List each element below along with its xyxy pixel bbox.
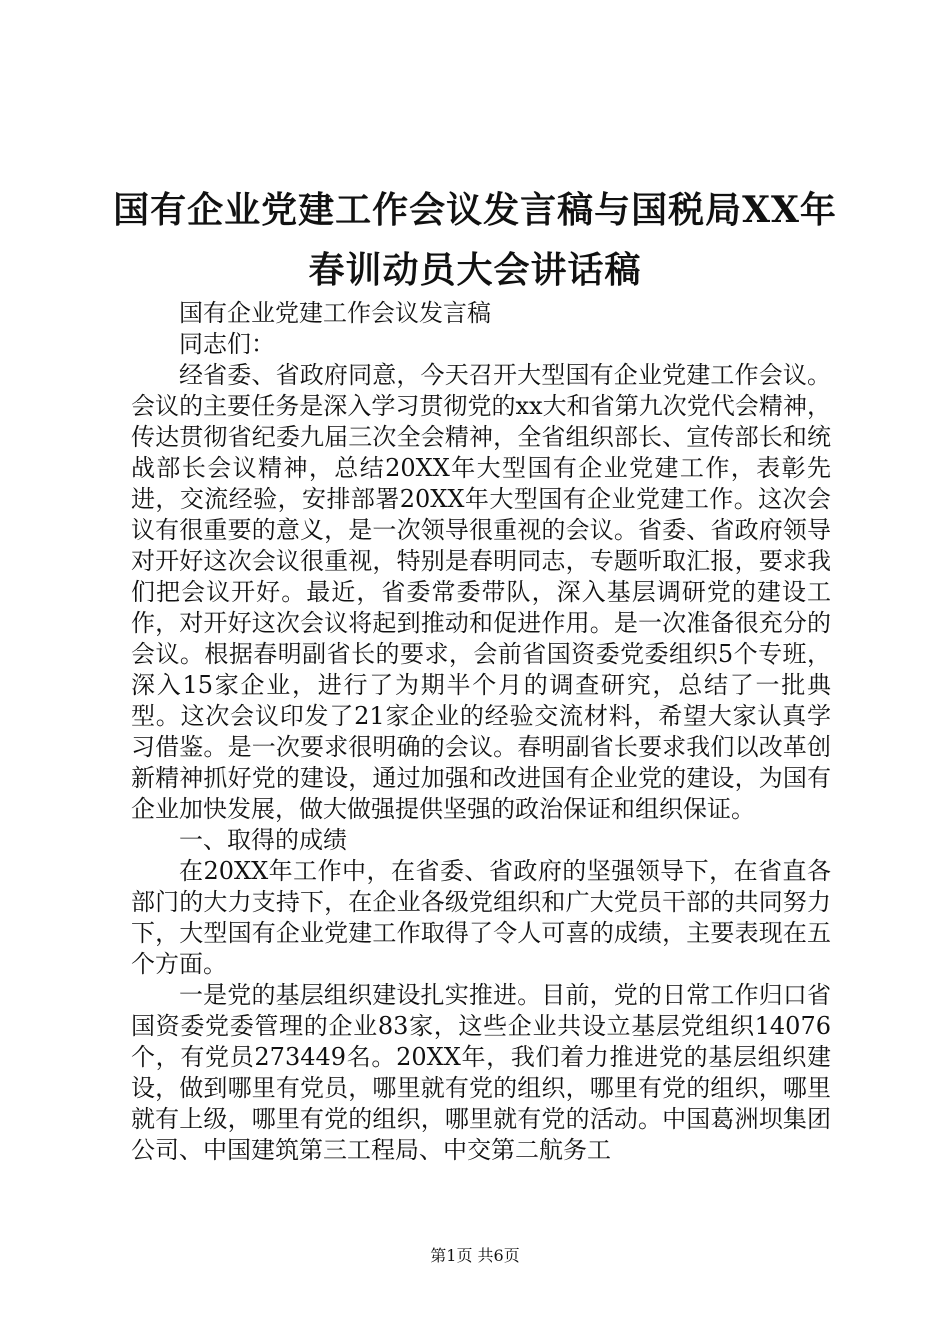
- document-title-line-2: 春训动员大会讲话稿: [308, 249, 642, 291]
- document-body: [131, 298, 831, 1166]
- paragraph-subtitle: 国有企业党建工作会议发言稿: [179, 299, 491, 327]
- document-title-line-1: 国有企业党建工作会议发言稿与国税局XX年: [113, 189, 837, 231]
- page-footer: 第1页 共6页: [430, 1246, 520, 1265]
- section-heading: 一、取得的成绩: [179, 826, 347, 854]
- paragraph-achievements: 在20XX年工作中，在省委、省政府的坚强领导下，在省直各部门的大力支持下，在企业各级党组织和广大党员干部的共同努力下，大型国有企业党建工作取得了令人可喜的成绩，主要表现在五个方面。: [131, 857, 831, 978]
- paragraph-first-point: 一是党的基层组织建设扎实推进。目前，党的日常工作归口省国资委党委管理的企业83家，这些企业共设立基层党组织14076个，有党员273449名。20XX年，我们着力推进党的基层组织建设，做到哪里有党员，哪里就有党的组织，哪里有党的组织，哪里就有上级，哪里有党的组织，哪里就有党的活动。中国葛洲坝集团公司、中国建筑第三工程局、中交第二航务工: [131, 981, 831, 1164]
- paragraph-salutation: 同志们：: [179, 330, 275, 358]
- paragraph-intro: 经省委、省政府同意，今天召开大型国有企业党建工作会议。会议的主要任务是深入学习贯彻党的xx大和省第九次党代会精神，传达贯彻省纪委九届三次全会精神，全省组织部长、宣传部长和统战部长会议精神，总结20XX年大型国有企业党建工作，表彰先进，交流经验，安排部署20XX年大型国有企业党建工作。这次会议有很重要的意义，是一次领导很重视的会议。省委、省政府领导对开好这次会议很重视，特别是春明同志，专题听取汇报，要求我们把会议开好。最近，省委常委带队，深入基层调研党的建设工作，对开好这次会议将起到推动和促进作用。是一次准备很充分的会议。根据春明副省长的要求，会前省国资委党委组织5个专班，深入15家企业，进行了为期半个月的调查研究，总结了一批典型。这次会议印发了21家企业的经验交流材料，希望大家认真学习借鉴。是一次要求很明确的会议。春明副省长要求我们以改革创新精神抓好党的建设，通过加强和改进国有企业党的建设，为国有企业加快发展，做大做强提供坚强的政治保证和组织保证。: [131, 361, 831, 823]
